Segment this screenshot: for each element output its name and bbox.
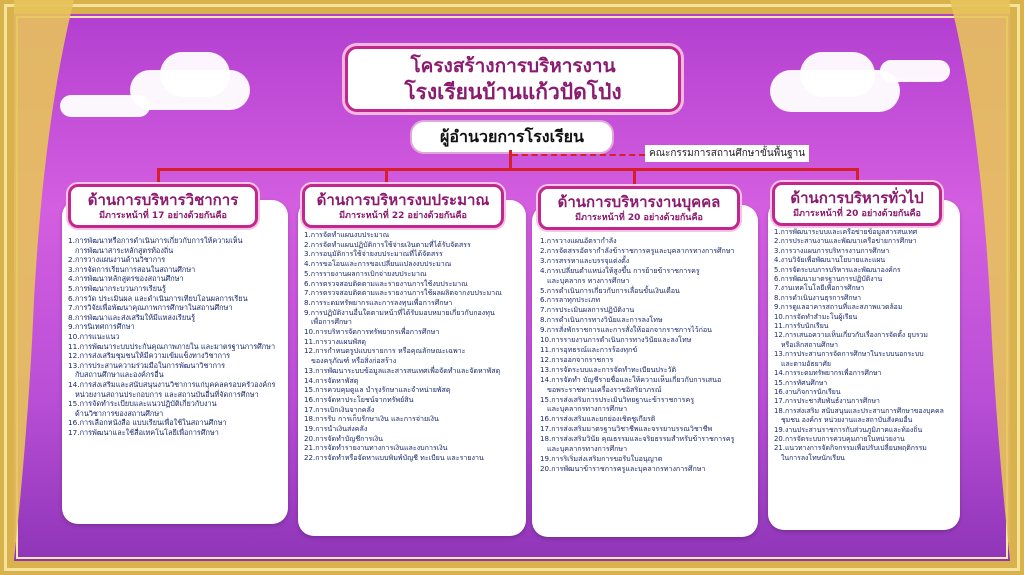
list-item: กับสถานศึกษาและองค์กรอื่น (75, 370, 164, 380)
list-item: 20.การจัดระบบการควบคุมภายในหน่วยงาน (774, 434, 905, 443)
list-item: 14.การส่งเสริมและสนับสนุนงานวิชาการแก่บุคคลครอบครัวองค์กร (68, 379, 276, 389)
list-item: 16.การเลือกหนังสือ แบบเรียนเพื่อใช้ในสถานศึกษา (68, 418, 227, 428)
subheading-personnel: มีภาระหน้าที่ 20 อย่างด้วยกันคือ (575, 213, 703, 223)
list-academic (68, 236, 286, 437)
list-item: 6.การตรวจสอบติดตามและรายงานการใช้งบประมาณ (304, 278, 468, 288)
list-item: 4.การเปลี่ยนตำแหน่งให้สูงขึ้น การย้ายข้าราชการครู (540, 265, 700, 275)
committee-label: คณะกรรมการสถานศึกษาขั้นพื้นฐาน (645, 145, 809, 162)
list-item: 12.การออกจากราชการ (540, 354, 614, 364)
list-item: และบุคลากรทางการศึกษา (547, 404, 628, 414)
committee-dashed-link (512, 154, 645, 156)
list-item: 13.การพัฒนาระบบข้อมูลและสารสนเทศเพื่อจัดทำและจัดหาพัสดุ (304, 365, 501, 375)
list-item: 20.การพัฒนาข้าราชการครูและบุคลากรทางการศึกษา (540, 463, 706, 473)
list-item: 8.การดำเนินการทางวินัยและการลงโทษ (540, 315, 663, 325)
list-item: 3.การจัดการเรียนการสอนในสถานศึกษา (68, 264, 196, 274)
list-item: 13.การประสานความร่วมมือในการพัฒนาวิชาการ (68, 360, 226, 370)
list-item: 6.การพัฒนามาตรฐานการปฏิบัติงาน (774, 275, 883, 284)
list-item: 2.การวางแผนงานด้านวิชาการ (68, 255, 166, 265)
list-item: 17.การพัฒนาและใช้สื่อเทคโนโลยีเพื่อการศึกษา (68, 427, 219, 437)
list-item: 13.การจัดระบบและการจัดทำทะเบียนประวัติ (540, 364, 677, 374)
list-item: หน่วยงานสถานประกอบการ และสถานบันอื่นที่จัดการศึกษา (75, 389, 259, 399)
list-item: 7.การตรวจสอบติดตามและรายงานการใช้ผลผลิตจากงบประมาณ (304, 288, 502, 298)
list-item: 19.การริเริ่มส่งเสริมการขอรับใบอนุญาต (540, 453, 663, 463)
header-academic (68, 184, 258, 228)
list-item: และบุคลากรทางการศึกษา (547, 444, 628, 454)
list-item: 9.การปฏิบัติงานอื่นใดตามหน้าที่ได้รับมอบหมายเกี่ยวกับกองทุน (304, 307, 495, 317)
list-item: 16.งานกิจการนักเรียน (774, 387, 841, 396)
list-personnel (540, 236, 756, 474)
list-item: 17.การประชาสัมพันธ์งานการศึกษา (774, 397, 880, 406)
list-item: ขอพระราชทานเครื่องราชอิสริยาภรณ์ (547, 384, 662, 394)
list-item: 1.การวางแผนอัตรากำลัง (540, 236, 617, 245)
list-item: 11.การรับนักเรียน (774, 322, 829, 331)
list-item: 12.การเสนอความเห็นเกี่ยวกับเรื่องการจัดตั้ง ยุบรวม (774, 331, 928, 340)
heading-personnel: ด้านการบริหารงานบุคคล (557, 193, 721, 211)
heading-budget: ด้านการบริหารงบประมาณ (316, 191, 490, 209)
list-item: ในการลงโทษนักเรียน (781, 453, 845, 462)
list-item: 10.การจัดทำสำมะโนผู้เรียน (774, 312, 858, 321)
list-budget (304, 230, 524, 463)
list-item: 5.การจัดระบบการบริหารและพัฒนาองค์กร (774, 265, 901, 274)
list-item: 6.การลาทุกประเภท (540, 295, 601, 305)
list-item: 15.การทัศนศึกษา (774, 378, 828, 387)
list-item: 1.การพัฒนาหรือการดำเนินการเกี่ยวกับการให้ความเห็น (68, 236, 243, 245)
list-item: 8.การพัฒนาและส่งเสริมให้มีแหล่งเรียนรู้ (68, 312, 195, 322)
list-item: 16.การจัดหาประโยชน์จากทรัพย์สิน (304, 394, 414, 404)
list-item: 8.การระดมทรัพยากรและการลงทุนเพื่อการศึกษา (304, 297, 453, 307)
list-item: ชุมชน องค์กร หน่วยงานและสถาบันสังคมอื่น (781, 416, 913, 425)
list-item: 10.การรายงานการดำเนินการทางวินัยและลงโทษ (540, 335, 692, 345)
list-item: 19.การนำเงินส่งคลัง (304, 424, 368, 434)
list-item: ของครุภัณฑ์ หรือสิ่งก่อสร้าง (311, 356, 397, 366)
list-item: 15.การควบคุมดูแล บำรุงรักษาและจำหน่ายพัสดุ (304, 385, 451, 395)
connector-horizontal (157, 168, 859, 171)
header-budget (302, 184, 504, 228)
list-item: 2.การจัดทำแผนปฏิบัติการใช้จ่ายเงินตามที่ได้รับจัดสรร (304, 239, 471, 249)
list-item: การพัฒนาสาระหลักสูตรท้องถิ่น (75, 245, 174, 255)
list-item: 1.การพัฒนาระบบและเครือข่ายข้อมูลสารสนเทศ (774, 228, 918, 236)
list-item: 2.การจัดสรรอัตรากำลังข้าราชการครูและบุคลากรทางการศึกษา (540, 245, 735, 255)
subheading-academic: มีภาระหน้าที่ 17 อย่างด้วยกันคือ (99, 211, 227, 221)
list-item: 18.การส่งเสริมวินัย คุณธรรมและจริยธรรมสำหรับข้าราชการครู (540, 434, 735, 444)
list-item: 19.งานประสานราชการกับส่วนภูมิภาคและท้องถิ่น (774, 425, 923, 434)
list-item: 3.การวางแผนการบริหารงานการศึกษา (774, 246, 890, 255)
list-item: 4.การขอโอนและการขอเปลี่ยนแปลงงบประมาณ (304, 259, 452, 269)
list-item: 18.การส่งเสริม สนับสนุนและประสานการศึกษาของบุคคล (774, 406, 944, 415)
subheading-general: มีภาระหน้าที่ 20 อย่างด้วยกันคือ (793, 209, 921, 219)
list-item: 11.การอุทธรณ์และการร้องทุกข์ (540, 344, 638, 354)
list-item: 11.การพัฒนาระบบประกันคุณภาพภายใน และมาตรฐานการศึกษา (68, 341, 276, 351)
header-personnel (538, 186, 740, 230)
list-item: 9.การดูแลอาคารสถานที่และสภาพแวดล้อม (774, 303, 903, 312)
connector-col-3 (633, 168, 636, 186)
list-item: 16.การส่งเสริมและยกย่องเชิดชูเกียรติ (540, 414, 656, 424)
list-item: 4.การพัฒนาหลักสูตรของสถานศึกษา (68, 274, 184, 284)
header-general (772, 182, 942, 226)
list-item: 20.การจัดทำบัญชีการเงิน (304, 433, 383, 443)
subheading-budget: มีภาระหน้าที่ 22 อย่างด้วยกันคือ (339, 211, 467, 221)
list-item: 6.การวัด ประเมินผล และดำเนินการเทียบโอนผลการเรียน (68, 293, 248, 303)
list-item: 4.งานวิจัยเพื่อพัฒนานโยบายและแผน (774, 256, 886, 265)
list-item: 11.การวางแผนพัสดุ (304, 336, 366, 346)
list-item: 9.การนิเทศการศึกษา (68, 322, 135, 332)
list-general (774, 228, 958, 463)
heading-general: ด้านการบริหารทั่วไป (790, 189, 924, 207)
list-item: 3.การสรรหาและบรรจุแต่งตั้ง (540, 255, 630, 265)
list-item: 12.การกำหนดรูปแบบรายการ หรือคุณลักษณะเฉพาะ (304, 346, 466, 356)
list-item: 10.การแนะแนว (68, 331, 120, 341)
list-item: 18.การรับ การเก็บรักษาเงิน และการจ่ายเงิน (304, 414, 439, 424)
list-item: ด้านวิชาการของสถานศึกษา (75, 408, 164, 418)
list-item: 14.การจัดทำ บัญชีรายชื่อและให้ความเห็นเกี่ยวกับการเสนอ (540, 374, 722, 384)
list-item: 14.การจัดหาพัสดุ (304, 375, 359, 385)
list-item: 22.การจัดทำหรือจัดหาแบบพิมพ์บัญชี ทะเบียน และรายงาน (304, 453, 484, 463)
list-item: 7.การประเมินผลการปฏิบัติงาน (540, 305, 635, 315)
list-item: 17.การส่งเสริมมาตรฐานวิชาชีพและจรรยาบรรณวิชาชีพ (540, 424, 713, 434)
list-item: 12.การส่งเสริมชุมชนให้มีความเข้มแข็งทางวิชาการ (68, 351, 231, 361)
list-item: และบุคลากร ทางการศึกษา (547, 275, 630, 285)
list-item: 5.การรายงานผลการเบิกจ่ายงบประมาณ (304, 268, 427, 278)
list-item: 5.การพัฒนากระบวนการเรียนรู้ (68, 283, 166, 293)
list-item: และตามอัธยาศัย (781, 359, 831, 368)
list-item: 21.การจัดทำรายงานทางการเงินและงบการเงิน (304, 443, 448, 453)
list-item: 15.การจัดทำระเบียบและแนวปฏิบัติเกี่ยวกับงาน (68, 399, 217, 409)
list-item: 7.การวิจัยเพื่อพัฒนาคุณภาพการศึกษาในสถานศึกษา (68, 303, 233, 313)
director-box: ผู้อำนวยการโรงเรียน (410, 120, 614, 154)
title-line-1: โครงสร้างการบริหารงาน (410, 55, 616, 77)
connector-vertical-main (509, 150, 512, 170)
list-item: 21.แนวทางการจัดกิจกรรมเพื่อปรับเปลี่ยนพฤติกรรม (774, 444, 927, 453)
title-line-2: โรงเรียนบ้านแก้วปัดโป่ง (404, 80, 622, 104)
list-item: 9.การสั่งพักราชการและการสั่งให้ออกจากราชการไว้ก่อน (540, 325, 712, 335)
list-item: 2.การประสานงานและพัฒนาเครือข่ายการศึกษา (774, 237, 917, 246)
list-item: 15.การส่งเสริมการประเมินวิทยฐานะข้าราชการครู (540, 394, 695, 404)
list-item: 7.งานเทคโนโลยีเพื่อการศึกษา (774, 284, 865, 293)
list-item: 3.การอนุมัติการใช้จ่ายงบประมาณที่ได้จัดสรร (304, 249, 443, 259)
list-item: 8.การดำเนินงานธุรการศึกษา (774, 293, 861, 302)
list-item: 13.การประสานการจัดการศึกษาในระบบนอกระบบ (774, 350, 924, 359)
list-item: 1.การจัดทำแผนงบประมาณ (304, 230, 390, 239)
heading-academic: ด้านการบริหารวิชาการ (87, 191, 239, 209)
list-item: หรือเลิกสถานศึกษา (781, 340, 839, 349)
list-item: 5.การดำเนินการเกี่ยวกับการเลื่อนขั้นเงินเดือน (540, 285, 680, 295)
list-item: 10.การบริหารจัดการทรัพยากรเพื่อการศึกษา (304, 327, 440, 337)
list-item: 17.การเบิกเงินจากคลัง (304, 404, 375, 414)
list-item: 14.การระดมทรัพยากรเพื่อการศึกษา (774, 369, 882, 378)
list-item: เพื่อการศึกษา (311, 317, 352, 327)
title-banner (345, 46, 681, 112)
